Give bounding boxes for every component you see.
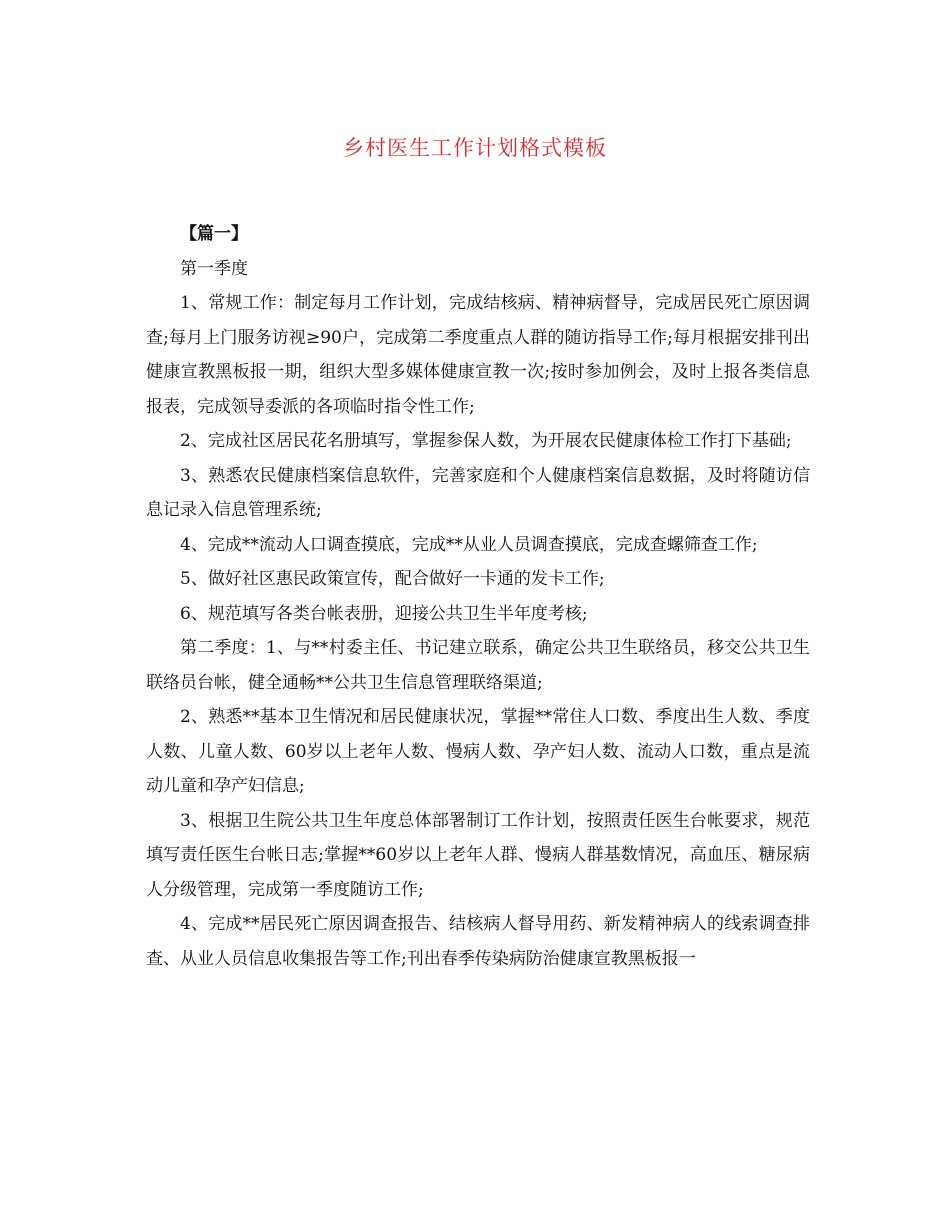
paragraph: 2、完成社区居民花名册填写，掌握参保人数，为开展农民健康体检工作打下基础; (180, 431, 792, 451)
section-heading: 【篇一】 (180, 224, 248, 244)
paragraph: 3、熟悉农民健康档案信息软件，完善家庭和个人健康档案信息数据，及时将随访信息记录入信息管理系统; (146, 465, 810, 520)
document-title: 乡村医生工作计划格式模板 (343, 136, 607, 160)
document-body (146, 217, 810, 976)
paragraph: 4、完成**居民死亡原因调查报告、结核病人督导用药、新发精神病人的线索调查排查、从业人员信息收集报告等工作;刊出春季传染病防治健康宣教黑板报一 (146, 914, 810, 969)
paragraph: 3、根据卫生院公共卫生年度总体部署制订工作计划，按照责任医生台帐要求，规范填写责任医生台帐日志;掌握**60岁以上老年人群、慢病人群基数情况，高血压、糖尿病人分级管理，完成第一季度随访工作; (146, 810, 810, 900)
paragraph: 第二季度：1、与**村委主任、书记建立联系，确定公共卫生联络员，移交公共卫生联络员台帐，健全通畅**公共卫生信息管理联络渠道; (146, 638, 810, 693)
paragraph: 6、规范填写各类台帐表册，迎接公共卫生半年度考核; (180, 603, 588, 624)
paragraph: 2、熟悉**基本卫生情况和居民健康状况，掌握**常住人口数、季度出生人数、季度人数、儿童人数、60岁以上老年人数、慢病人数、孕产妇人数、流动人口数，重点是流动儿童和孕产妇信息; (146, 707, 810, 796)
paragraph: 4、完成**流动人口调查摸底，完成**从业人员调查摸底，完成查螺筛查工作; (180, 534, 758, 555)
quarter-heading: 第一季度 (180, 258, 248, 279)
paragraph: 1、常规工作：制定每月工作计划，完成结核病、精神病督导，完成居民死亡原因调查;每月上门服务访视≥90户，完成第二季度重点人群的随访指导工作;每月根据安排刊出健康宣教黑板报一期，组织大型多媒体健康宣教一次;按时参加例会，及时上报各类信息报表，完成领导委派的各项临时指令性工作; (146, 293, 810, 417)
paragraph: 5、做好社区惠民政策宣传，配合做好一卡通的发卡工作; (180, 569, 605, 589)
